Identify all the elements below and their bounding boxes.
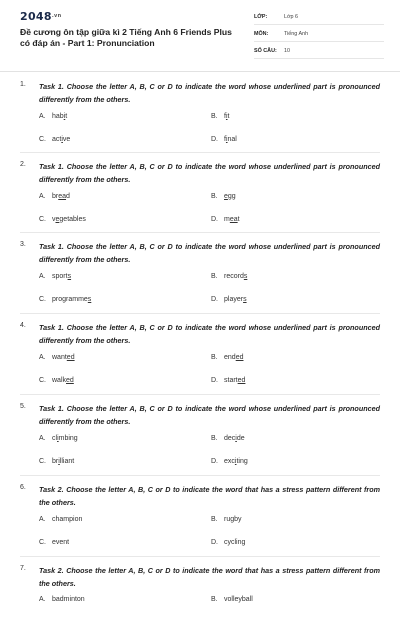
question-number: 7. (20, 565, 26, 572)
question-number: 3. (20, 241, 26, 248)
option-a[interactable]: A. champion (39, 516, 83, 523)
info-label: LỚP: (254, 14, 268, 20)
question-number: 5. (20, 403, 26, 410)
option-a[interactable]: A. sports (39, 273, 72, 280)
question-text: Task 1. Choose the letter A, B, C or D to indicate the word whose underlined part is pronounced differently from the others. (39, 242, 380, 264)
option-c[interactable]: C. active (39, 136, 71, 143)
question-text: Task 1. Choose the letter A, B, C or D to indicate the word whose underlined part is pronounced differently from the others. (39, 82, 380, 104)
option-d[interactable]: D. started (211, 377, 246, 384)
option-d[interactable]: D. players (211, 296, 247, 303)
logo-text: 2048 (20, 10, 52, 23)
question-text: Task 2. Choose the letter A, B, C or D to indicate the word that has a stress pattern different from the others. (39, 485, 380, 507)
option-a[interactable]: A. wanted (39, 354, 75, 361)
info-label: MÔN: (254, 31, 269, 37)
page-header (0, 0, 400, 72)
info-row-class (254, 10, 384, 25)
option-b[interactable]: B. ended (211, 354, 244, 361)
option-b[interactable]: B. records (211, 273, 248, 280)
question-3 (0, 240, 400, 314)
divider (20, 556, 380, 557)
question-text: Task 1. Choose the letter A, B, C or D to indicate the word whose underlined part is pronounced differently from the others. (39, 162, 380, 184)
option-d[interactable]: D. exciting (211, 458, 248, 465)
question-text: Task 1. Choose the letter A, B, C or D to indicate the word whose underlined part is pronounced differently from the others. (39, 404, 380, 426)
option-c[interactable]: C. event (39, 539, 70, 546)
option-d[interactable]: D. cycling (211, 539, 246, 546)
info-value: Lớp 6 (284, 14, 299, 20)
option-c[interactable]: C. vegetables (39, 216, 86, 223)
option-d[interactable]: D. final (211, 136, 237, 143)
question-number: 4. (20, 322, 26, 329)
divider (20, 475, 380, 476)
option-a[interactable]: A. climbing (39, 435, 78, 442)
document-info (254, 10, 384, 61)
option-b[interactable]: B. rugby (211, 516, 242, 523)
question-text: Task 1. Choose the letter A, B, C or D to indicate the word whose underlined part is pronounced differently from the others. (39, 323, 380, 345)
option-a[interactable]: A. badminton (39, 596, 85, 603)
question-text: Task 2. Choose the letter A, B, C or D to indicate the word that has a stress pattern different from the others. (39, 566, 380, 588)
info-value: 10 (284, 48, 290, 54)
divider (20, 394, 380, 395)
divider (20, 232, 380, 233)
option-d[interactable]: D. meat (211, 216, 240, 223)
question-5 (0, 402, 400, 476)
question-number: 6. (20, 484, 26, 491)
option-b[interactable]: B. egg (211, 193, 236, 200)
option-c[interactable]: C. walked (39, 377, 74, 384)
logo-extension: .vn (51, 13, 62, 19)
option-b[interactable]: B. decide (211, 435, 245, 442)
document-title: Đề cương ôn tập giữa kì 2 Tiếng Anh 6 Friends Plus có đáp án - Part 1: Pronunciation (20, 27, 232, 48)
option-a[interactable]: A. habit (39, 113, 68, 120)
question-number: 1. (20, 81, 26, 88)
info-value: Tiếng Anh (284, 31, 309, 37)
info-row-question-count (254, 44, 384, 59)
question-1 (0, 80, 400, 154)
info-row-subject (254, 27, 384, 42)
question-6 (0, 483, 400, 557)
divider (20, 152, 380, 153)
option-c[interactable]: C. brilliant (39, 458, 75, 465)
option-a[interactable]: A. bread (39, 193, 70, 200)
divider (20, 313, 380, 314)
option-b[interactable]: B. fit (211, 113, 230, 120)
option-b[interactable]: B. volleyball (211, 596, 253, 603)
info-label: SỐ CÂU: (254, 48, 277, 54)
question-2 (0, 160, 400, 234)
question-number: 2. (20, 161, 26, 168)
question-7 (0, 564, 400, 638)
option-c[interactable]: C. programmes (39, 296, 92, 303)
question-4 (0, 321, 400, 395)
